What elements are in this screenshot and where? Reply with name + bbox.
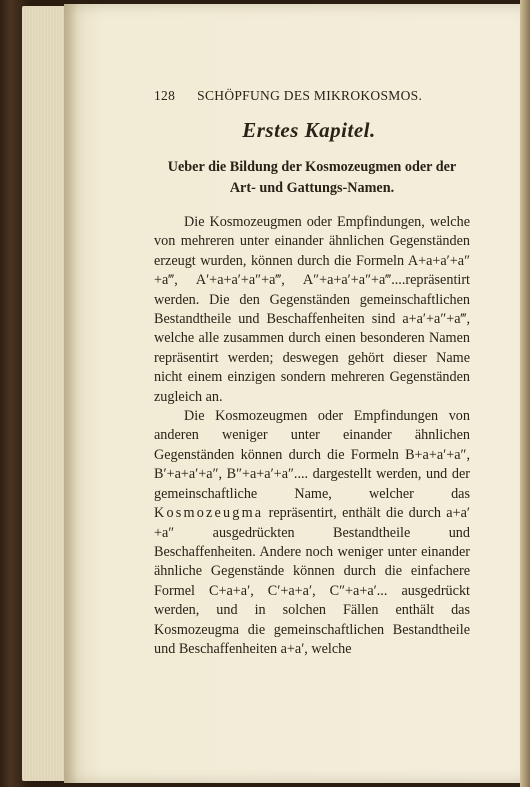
book-right-edge [520,0,530,787]
paragraph-2-part-2: repräsentirt, enthält die durch a+a′+a″ ausgedrückten Bestandtheile und Beschaffenheiten. Andere noch weniger unter einander ähnliche Gegenstände können durch die einfachere Formel C+a+a′, C′+a+a′, C″+a+a′... ausgedrückt werden, und in solchen Fällen enthält das Kosmozeugma die gemeinschaftlichen Bestandtheile und Beschaffenheiten a+a′, welche [154,505,471,657]
paragraph-2 [154,407,470,659]
body-text [148,213,470,659]
paragraph-2-part-1: Die Kosmozeugmen oder Empfindungen von anderen weniger unter einander ähnlichen Gegenständen können durch die Formeln B+a+a′+a″, B′+a+a′+a″, B″+a+a′+a″.... dargestellt werden, und der gemeinschaftliche Name, welcher das [154,408,470,502]
spaced-term: Kosmozeugma [154,505,264,522]
paragraph-1: Die Kosmozeugmen oder Empfindungen, welche von mehreren unter einander ähnlichen Gegenständen erzeugt wurden, können durch die Formeln A+a+a′+a″+a‴, A′+a+a′+a″+a‴, A″+a+a′+a″+a‴....repräsentirt werden. Die den Gegenständen gemeinschaftlichen Bestandtheile und Beschaffenheiten sind a+a′+a″+a‴, welche alle zusammen durch einen besonderen Namen repräsentirt werden; deswegen gehört dieser Name nicht einem einzigen sondern mehreren Gegenständen zugleich an. [154,214,470,405]
section-heading: Ueber die Bildung der Kosmozeugmen oder der Art- und Gattungs-Namen. [167,159,457,196]
page-edges [22,6,68,781]
page-content [148,88,470,659]
page-number: 128 [154,88,176,103]
chapter-title: Erstes Kapitel. [242,118,376,142]
running-head-title: SCHÖPFUNG DES MIKROKOSMOS. [197,88,423,103]
running-head [148,88,470,104]
